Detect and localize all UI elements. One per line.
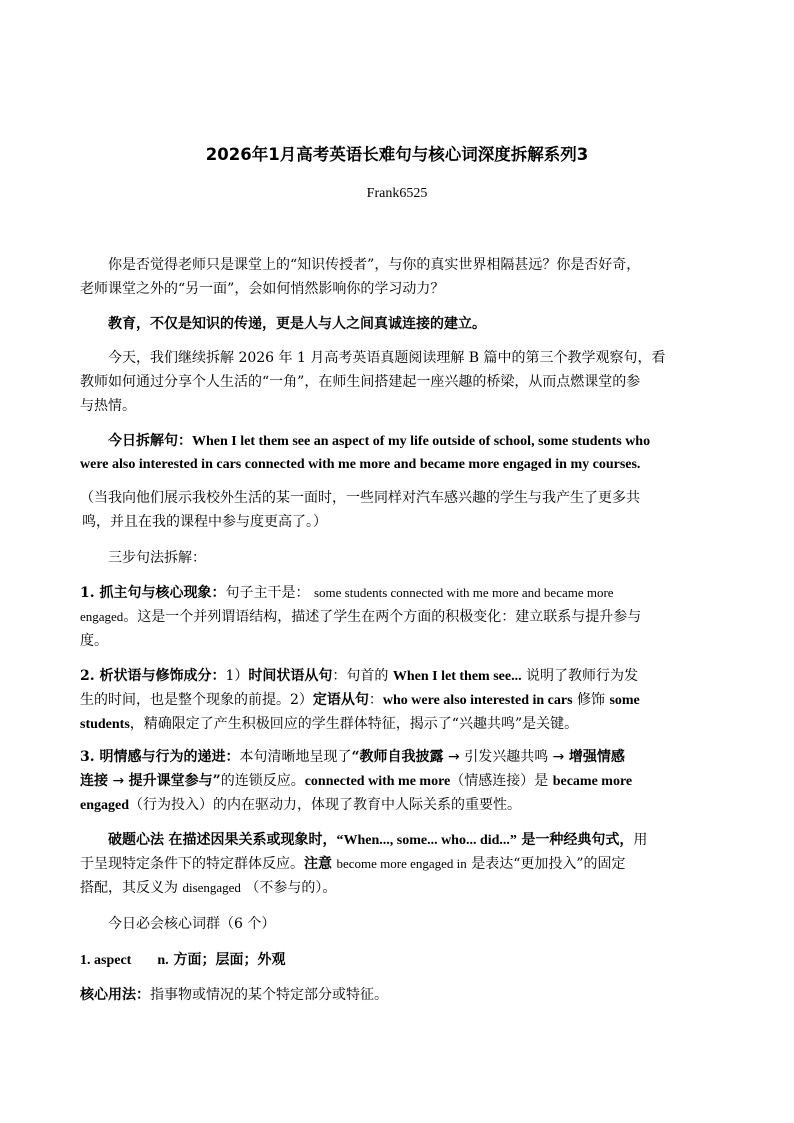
tip-line2-a: 于呈现特定条件下的特定群体反应。 [80, 856, 304, 872]
step-3-line-2 [80, 769, 725, 793]
step-3-line3-b: （行为投入）的内在驱动力，体现了教育中人际关系的重要性。 [129, 797, 521, 813]
vocab-word: 1. aspect [80, 953, 132, 968]
step-3-paragraph [80, 745, 725, 817]
vocab-meaning: 方面；层面；外观 [173, 952, 286, 968]
step-3-line2-d: connected with me more [304, 774, 451, 789]
step-3-line2-f: became more [552, 774, 633, 789]
key-sentence-paragraph [80, 429, 725, 477]
usage-text: 指事物或情况的某个特定部分或特征。 [150, 987, 388, 1003]
vocab-heading: 今日必会核心词群（6 个） [108, 916, 276, 932]
step-1-line-1 [80, 581, 725, 605]
step-1-text-a: 句子主干是： [225, 585, 310, 601]
tip-line-3 [80, 876, 725, 900]
tip-b: “When..., some... who... did...” [336, 833, 517, 848]
vocab-item-1-line [80, 948, 725, 972]
intro-line-2: 老师课堂之外的“另一面”，会如何悄然影响你的学习动力？ [80, 281, 445, 297]
key-sentence-label: 今日拆解句： [108, 433, 192, 449]
key-sentence-line-1 [80, 429, 725, 453]
step-3-d: 增强情感 [568, 749, 625, 765]
step-2-line2-a: 生的时间，也是整个现象的前提。2） [80, 692, 313, 708]
tip-line3-c: （不参与的）。 [245, 880, 337, 896]
tip-line3-a: 搭配，其反义为 [80, 880, 178, 896]
step-2-d: When I let them see... [392, 669, 522, 684]
step-2-line2-b: 定语从句 [312, 692, 369, 708]
vocab-usage-line [80, 983, 725, 1007]
step-2-line2-e: 修饰 [576, 692, 605, 708]
step-2-line-1 [80, 664, 725, 688]
step-2-line-3 [80, 712, 725, 736]
tip-line-2 [80, 852, 725, 876]
translation-line-2: 鸣，并且在我的课程中参与度更高了。） [82, 514, 327, 530]
tip-label: 破题心法 [108, 832, 164, 848]
step-3-label: 3. 明情感与行为的递进： [80, 749, 240, 765]
context-line-1: 今天，我们继续拆解 2026 年 1 月高考英语真题阅读理解 B 篇中的第三个教学观察句，看 [108, 350, 666, 366]
step-2-line3-b: ，精确限定了产生积极回应的学生群体特征，揭示了“兴趣共鸣”是关键。 [129, 716, 579, 732]
arrow-icon: → [112, 773, 125, 789]
step-2-line-2 [80, 688, 725, 712]
step-1-paragraph [80, 581, 725, 653]
tip-line2-b: 注意 [304, 856, 332, 872]
tip-line2-d: 是表达“更加投入”的固定 [471, 856, 626, 872]
tip-d: 用 [633, 832, 648, 848]
key-sentence-line-2: were also interested in cars connected with me more and became more engaged in my courses. [80, 457, 641, 472]
step-2-line2-c: ： [368, 692, 383, 708]
step-2-line2-f: some [609, 693, 640, 708]
analysis-heading: 三步句法拆解： [108, 550, 206, 566]
tip-line3-b: disengaged [182, 880, 241, 895]
step-3-line-3 [80, 793, 725, 817]
arrow-icon: → [552, 749, 565, 765]
vocab-item-1 [80, 948, 725, 972]
context-paragraph [80, 346, 725, 418]
motto-text: 教育，不仅是知识的传递，更是人与人之间真诚连接的建立。 [108, 316, 486, 332]
translation-line-1: （当我向他们展示我校外生活的某一面时，一些同样对汽车感兴趣的学生与我产生了更多共 [80, 490, 640, 506]
context-line-2: 教师如何通过分享个人生活的“一角”，在师生间搭建起一座兴趣的桥梁，从而点燃课堂的参 [80, 374, 641, 390]
intro-line-1: 你是否觉得老师只是课堂上的“知识传授者”，与你的真实世界相隔甚远？你是否好奇， [108, 257, 641, 273]
step-1-text-b: 。这是一个并列谓语结构，描述了学生在两个方面的积极变化：建立联系与提升参与 [123, 609, 642, 625]
step-3-line-1 [80, 745, 725, 769]
translation-paragraph [80, 486, 725, 534]
step-3-line2-e: （情感连接）是 [450, 773, 549, 789]
usage-label: 核心用法： [80, 987, 150, 1003]
motto-paragraph [80, 312, 725, 336]
intro-paragraph [80, 253, 725, 301]
author-name: Frank6525 [366, 186, 428, 201]
arrow-icon: → [448, 749, 460, 765]
key-sentence-text-1: When I let them see an aspect of my life outside of school, some students who [192, 434, 651, 449]
step-1-english-a: some students connected with me more and became more [313, 585, 614, 600]
tip-paragraph [80, 828, 725, 900]
step-3-a: 本句清晰地呈现了 [239, 749, 352, 765]
step-1-line-3: 度。 [80, 633, 108, 649]
tip-a: 在描述因果关系或现象时， [168, 832, 337, 848]
step-3-line2-a: 连接 [80, 773, 108, 789]
vocab-pos: n. [157, 953, 169, 968]
context-line-3: 与热情。 [80, 398, 136, 414]
step-3-c: 引发兴趣共鸣 [464, 749, 549, 765]
step-3-line3-a: engaged [80, 798, 129, 813]
step-2-line2-d: who were also interested in cars [382, 693, 573, 708]
step-2-b: 时间状语从句 [248, 668, 333, 684]
step-3-line2-b: 提升课堂参与” [128, 773, 221, 789]
step-2-a: 1） [225, 668, 249, 684]
vocab-heading-block [80, 912, 725, 936]
step-1-line-2 [80, 605, 725, 629]
tip-line2-c: become more engaged in [336, 856, 467, 871]
step-2-c: ：句首的 [332, 668, 389, 684]
step-3-line2-c: 的连锁反应。 [220, 773, 305, 789]
step-2-label: 2. 析状语与修饰成分： [80, 668, 226, 684]
document-title: 2026年1月高考英语长难句与核心词深度拆解系列3 [205, 145, 589, 164]
step-2-line3-a: students [80, 717, 130, 732]
step-2-paragraph [80, 664, 725, 736]
vocab-usage [80, 983, 725, 1007]
step-1-english-b: engaged [80, 609, 124, 624]
step-1-label: 1. 抓主句与核心现象： [80, 585, 226, 601]
step-2-e: 说明了教师行为发 [526, 668, 639, 684]
analysis-heading-block [80, 546, 725, 570]
step-3-b: “教师自我披露 [351, 749, 444, 765]
tip-c: 是一种经典句式， [521, 832, 634, 848]
tip-line-1 [80, 828, 725, 852]
